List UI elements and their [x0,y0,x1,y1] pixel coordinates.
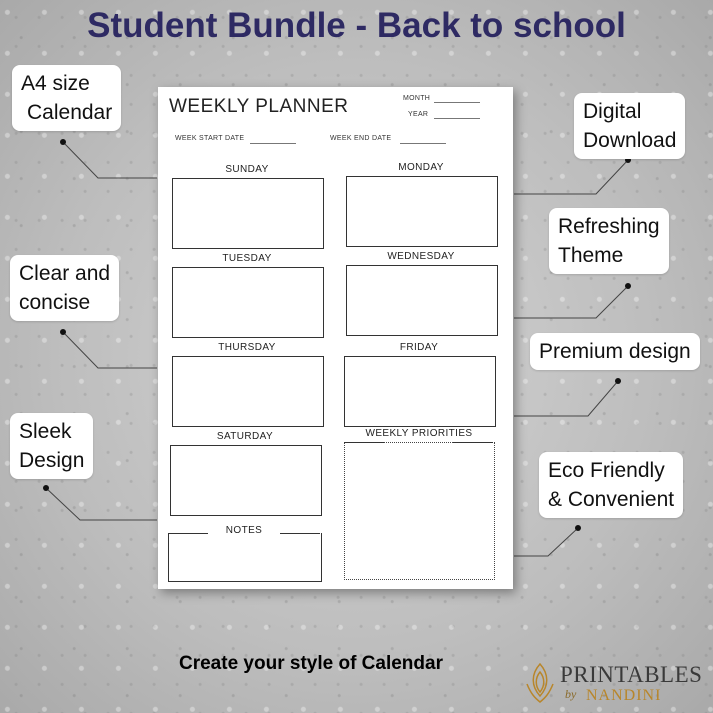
feature-premium-design [530,333,700,370]
day-label-tuesday: TUESDAY [222,253,272,264]
day-box-sunday[interactable] [172,178,324,249]
footer-tagline: Create your style of Calendar [179,653,443,674]
printables-logo [523,660,703,710]
feature-digital-download [574,93,685,159]
feature-label-line1: Digital [583,100,642,123]
feature-refreshing-theme [549,208,669,274]
day-box-monday[interactable] [346,176,498,247]
year-label: YEAR [408,111,429,118]
feature-clear-and-concise [10,255,119,321]
week-end-line [400,143,446,144]
feature-label-line1: A4 size [21,72,90,95]
feature-label-line1: Sleek [19,420,72,443]
day-label-thursday: THURSDAY [218,342,276,353]
feature-a4-size-calendar [12,65,121,131]
notes-box[interactable] [168,533,322,582]
logo-subtitle: NANDINI [586,687,662,704]
day-box-wednesday[interactable] [346,265,498,336]
week-start-line [250,143,296,144]
week-start-label: WEEK START DATE [175,135,245,142]
day-label-saturday: SATURDAY [216,431,274,442]
day-label-sunday: SUNDAY [225,164,269,175]
month-line [434,102,480,103]
day-box-friday[interactable] [344,356,496,427]
feature-label-line1: Clear and [19,262,111,285]
page-title: Student Bundle - Back to school [87,6,626,45]
feature-label-line2: Download [583,129,677,152]
week-end-label: WEEK END DATE [330,135,392,142]
logo-wordmark: PRINTABLES [560,662,703,687]
feature-label-line1: Eco Friendly [548,459,665,482]
planner-title: WEEKLY PLANNER [169,96,349,117]
lotus-logo-icon [523,660,557,708]
day-box-thursday[interactable] [172,356,324,427]
priorities-corner-left [344,442,384,443]
year-line [434,118,480,119]
priorities-label: WEEKLY PRIORITIES [365,428,473,439]
day-label-friday: FRIDAY [399,342,439,353]
feature-label-line2: Theme [558,244,624,267]
feature-eco-friendly [539,452,683,518]
feature-sleek-design [10,413,93,479]
day-label-wednesday: WEDNESDAY [387,251,455,262]
feature-label-line1: Refreshing [558,215,660,238]
month-label: MONTH [403,95,431,102]
feature-label-line2: concise [19,291,91,314]
logo-by: by [565,687,577,701]
feature-label-line2: Calendar [27,101,113,124]
feature-label-line1: Premium design [539,340,691,363]
weekly-planner-sheet [158,87,513,589]
feature-label-line2: & Convenient [548,488,675,511]
day-box-saturday[interactable] [170,445,322,516]
feature-label-line2: Design [19,449,85,472]
notes-label: NOTES [225,525,263,536]
priorities-corner-right [453,442,493,443]
day-label-monday: MONDAY [398,162,444,173]
day-box-tuesday[interactable] [172,267,324,338]
priorities-box[interactable] [344,442,495,580]
